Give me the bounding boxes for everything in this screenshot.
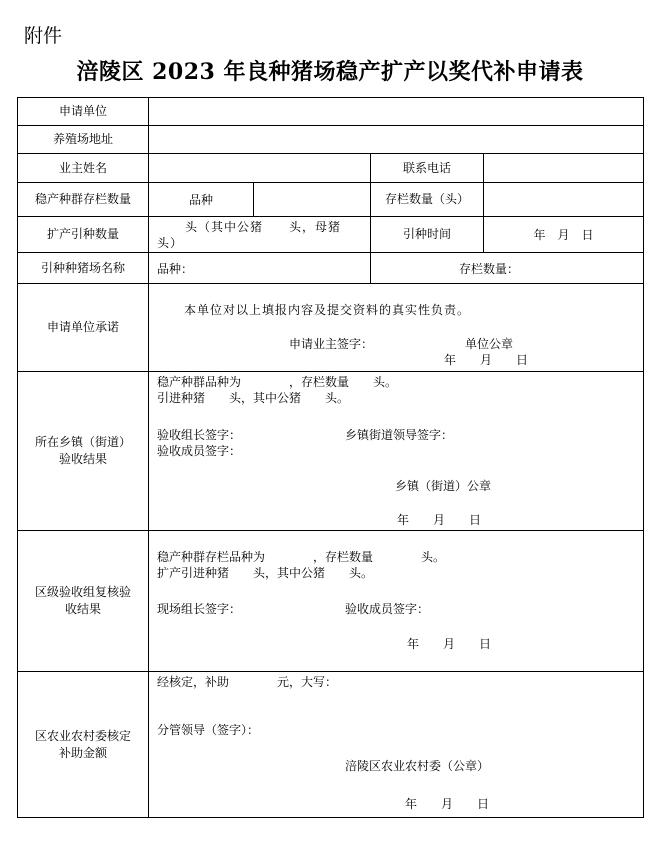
breed-label: 品种 [149,183,254,217]
commitment-label: 申请单位承诺 [18,284,149,372]
row-district-check [18,531,644,672]
source-stock-field[interactable] [371,253,644,284]
intro-time-field[interactable]: 年 月 日 [484,217,644,253]
town-check-label-line1: 所在乡镇（街道） [34,435,131,449]
row-expansion [18,217,644,253]
town-leader-signature: 验收组长签字： [157,428,242,442]
owner-name-label: 业主姓名 [18,154,149,183]
breed-field[interactable] [254,183,371,217]
district-check-label-line2: 收结果 [64,602,101,616]
expansion-count-label: 扩产引种数量 [18,217,149,253]
unit-seal-label: 单位公章 [465,337,514,351]
farm-address-label: 养殖场地址 [18,126,149,154]
agri-leader-signature: 分管领导（签字）： [157,723,260,737]
expansion-heads-line1: 头（其中公猪 头，母猪 [185,219,342,234]
expansion-heads-line2: 头） [157,235,184,250]
applicant-unit-field[interactable] [149,98,644,126]
stable-herd-label: 稳产种群存栏数量 [18,183,149,217]
phone-field[interactable] [484,154,644,183]
row-stable-herd [18,183,644,217]
commitment-block[interactable] [149,284,644,372]
phone-label: 联系电话 [371,154,484,183]
farm-address-field[interactable] [149,126,644,154]
town-seal-label: 乡镇（街道）公章 [395,479,492,493]
district-check-label [18,531,149,672]
agri-approval-label-line2: 补助金额 [58,745,107,760]
agri-approval-label [18,672,149,818]
agri-approval-block[interactable] [149,672,644,818]
stock-count-field[interactable] [484,183,644,217]
subsidy-amount-line: 经核定，补助 元，大写： [157,675,338,689]
form-title: 涪陵区 2023 年良种猪场稳产扩产以奖代补申请表 [76,59,584,85]
district-member-signature: 验收成员签字： [345,602,430,616]
stock-count-label: 存栏数量（头） [371,183,484,217]
expansion-count-field[interactable] [149,217,371,253]
source-stock-label: 存栏数量： [459,261,520,276]
row-owner [18,154,644,183]
town-check-line2: 引进种猪 头，其中公猪 头。 [157,391,350,405]
district-check-date: 年 月 日 [407,637,492,651]
source-breed-field[interactable]: 品种： [149,253,371,284]
agri-approval-date: 年 月 日 [405,797,490,811]
district-check-block[interactable] [149,531,644,672]
application-form-table [17,97,644,818]
row-town-check [18,372,644,531]
town-member-signature: 验收成员签字： [157,444,242,458]
row-farm-address [18,126,644,154]
row-source-farm [18,253,644,284]
district-check-line1: 稳产种群存栏品种为 ，存栏数量 头。 [157,550,446,564]
commitment-text: 本单位对以上填报内容及提交资料的真实性负责。 [184,303,471,317]
town-check-label [18,372,149,531]
town-check-block[interactable] [149,372,644,531]
district-check-label-line1: 区级验收组复核验 [34,585,131,599]
district-check-line2: 扩产引进种猪 头，其中公猪 头。 [157,566,374,580]
owner-name-field[interactable] [149,154,371,183]
attachment-label: 附件 [24,25,63,47]
row-applicant-unit [18,98,644,126]
town-check-line1: 稳产种群品种为 ，存栏数量 头。 [157,375,398,389]
intro-time-label: 引种时间 [371,217,484,253]
agri-approval-label-line1: 区农业农村委核定 [34,728,131,743]
agri-seal-label: 涪陵区农业农村委（公章） [345,759,490,773]
town-check-date: 年 月 日 [397,513,482,527]
applicant-unit-label: 申请单位 [18,98,149,126]
town-official-signature: 乡镇街道领导签字： [345,428,454,442]
owner-signature-label: 申请业主签字： [289,337,374,351]
source-farm-label: 引种种猪场名称 [18,253,149,284]
row-agri-approval [18,672,644,818]
commitment-date: 年 月 日 [444,353,529,367]
row-commitment [18,284,644,372]
district-leader-signature: 现场组长签字： [157,602,242,616]
town-check-label-line2: 验收结果 [58,452,107,466]
